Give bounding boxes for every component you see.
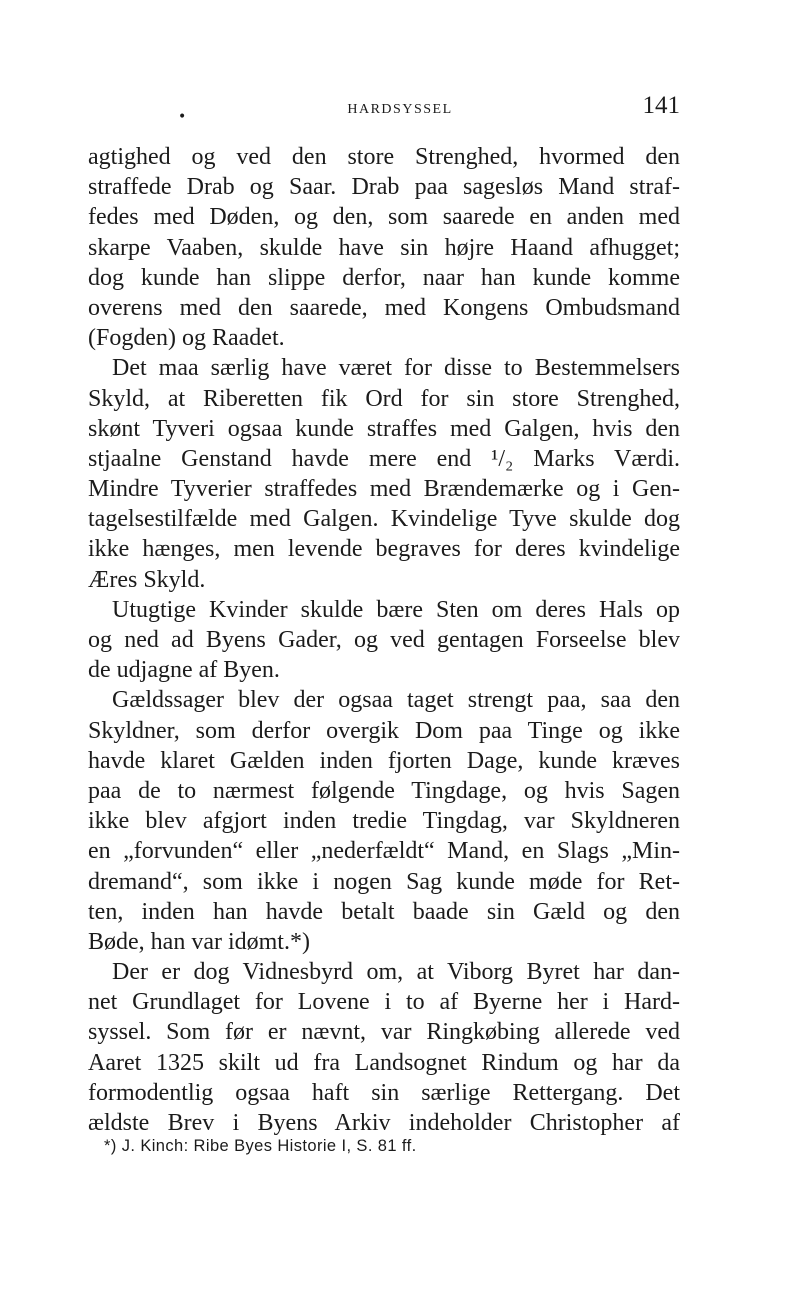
text-line: Skyldner, som derfor overgik Dom paa Tinge og ikke [88,717,680,744]
text-line: fedes med Døden, og den, som saarede en anden med [88,204,680,231]
text-line: tagelsestilfælde med Galgen. Kvindelige Tyve skulde dog [88,506,680,533]
text-line: overens med den saarede, med Kongens Ombudsmand [88,294,680,321]
text-line: havde klaret Gælden inden fjorten Dage, kunde kræves [88,747,680,774]
text-line: Bøde, han var idømt.*) [88,928,310,955]
footnote: *) J. Kinch: Ribe Byes Historie I, S. 81 ff. [104,1137,417,1155]
text-line: syssel. Som før er nævnt, var Ringkøbing allerede ved [88,1019,680,1046]
text-line: agtighed og ved den store Strenghed, hvormed den [88,144,680,170]
text-line: Skyld, at Riberetten fik Ord for sin store Strenghed, [88,385,680,412]
text-line: de udjagne af Byen. [88,657,280,684]
text-line: stjaalne Genstand havde mere end ¹/₂ Marks Værdi. [88,445,680,472]
text-line: paa de to nærmest følgende Tingdage, og hvis Sagen [88,777,680,804]
text-line: ikke hænges, men levende begraves for deres kvindelige [88,536,680,563]
text-line: en „forvunden“ eller „nederfældt“ Mand, en Slags „Min- [88,838,680,865]
text-line: dog kunde han slippe derfor, naar han kunde komme [88,264,680,291]
page-number: 141 [642,92,680,119]
text-line: Der er dog Vidnesbyrd om, at Viborg Byret har dan- [112,959,680,986]
text-line: Mindre Tyverier straffedes med Brændemærke og i Gen- [88,476,680,503]
text-line: skønt Tyveri ogsaa kunde straffes med Galgen, hvis den [88,415,680,442]
text-line: Utugtige Kvinder skulde bære Sten om deres Hals op [112,596,680,623]
text-line: net Grundlaget for Lovene i to af Byerne her i Hard- [88,989,680,1016]
text-line: (Fogden) og Raadet. [88,325,285,352]
text-line: ikke blev afgjort inden tredie Tingdag, var Skyldneren [88,808,680,835]
text-line: ældste Brev i Byens Arkiv indeholder Christopher af [88,1110,680,1136]
page-header [0,92,800,132]
header-dot: • [178,109,187,125]
text-line: ten, inden han havde betalt baade sin Gæld og den [88,898,680,925]
text-line: formodentlig ogsaa haft sin særlige Rettergang. Det [88,1079,680,1106]
text-line: Gældssager blev der ogsaa taget strengt paa, saa den [112,687,680,714]
text-line: skarpe Vaaben, skulde have sin højre Haand afhugget; [88,234,680,261]
text-line: dremand“, som ikke i nogen Sag kunde møde for Ret- [88,868,680,895]
text-line: og ned ad Byens Gader, og ved gentagen Forseelse blev [88,627,680,653]
text-line: Aaret 1325 skilt ud fra Landsognet Rindum og har da [88,1049,680,1076]
text-line: straffede Drab og Saar. Drab paa sagesløs Mand straf- [88,174,680,201]
running-title: HARDSYSSEL [347,102,453,117]
body-text [88,142,680,1138]
text-line: Det maa særlig have været for disse to Bestemmelsers [112,355,680,382]
text-line: Æres Skyld. [88,566,206,593]
